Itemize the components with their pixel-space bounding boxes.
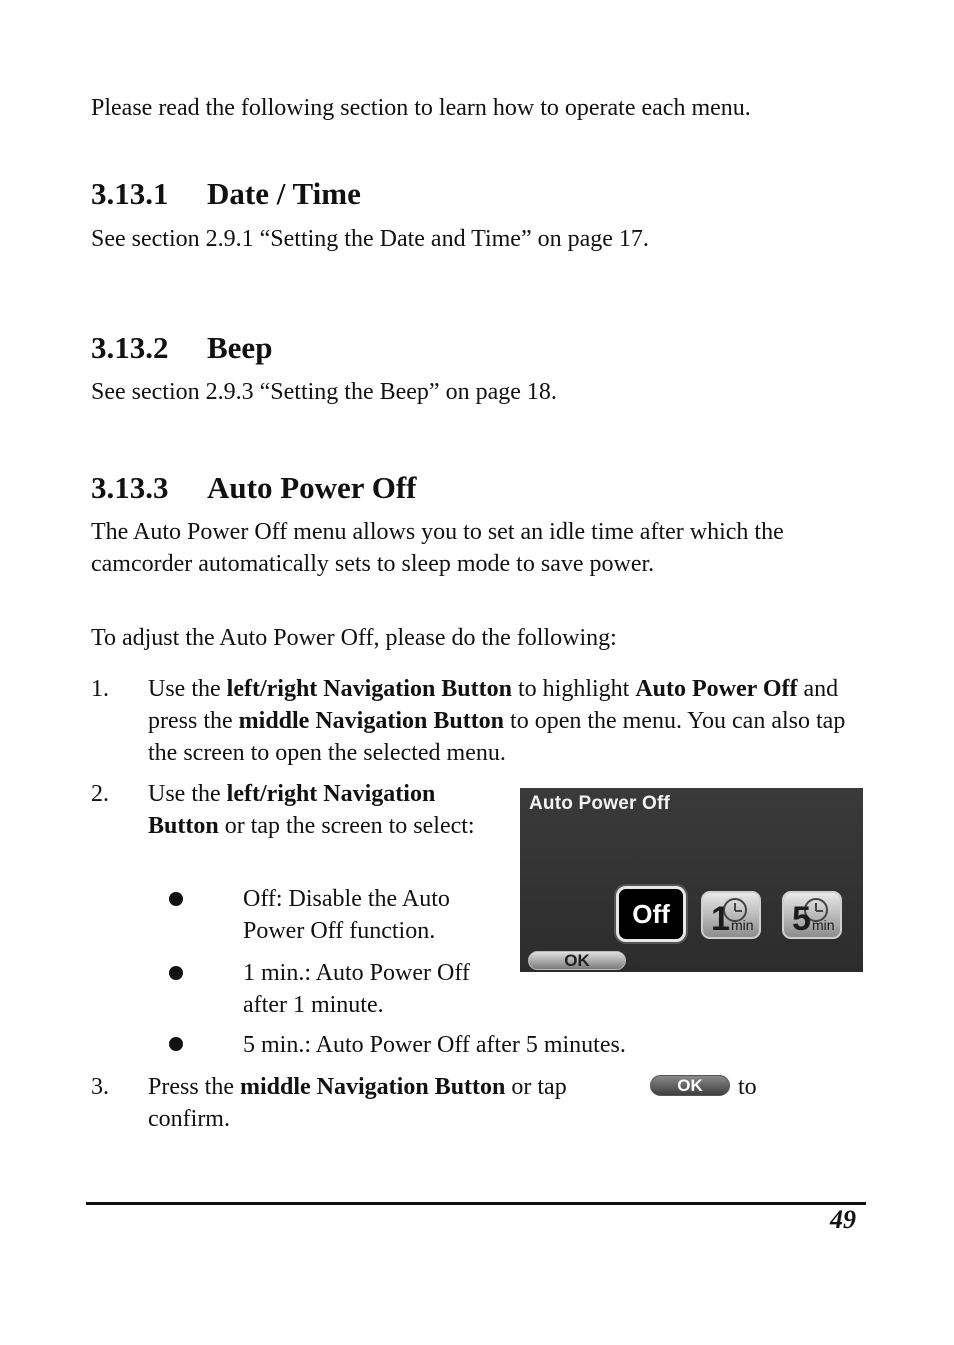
step-number: 1. — [91, 676, 109, 702]
adjust-intro: To adjust the Auto Power Off, please do the following: — [91, 625, 617, 651]
intro-paragraph: Please read the following section to learn how to operate each menu. — [91, 95, 751, 121]
section-title: Beep — [207, 330, 273, 365]
five-minute-option-button[interactable] — [782, 891, 842, 939]
one-minute-option-button[interactable] — [701, 891, 761, 939]
section-title: Auto Power Off — [207, 470, 417, 505]
option-unit: min — [731, 917, 754, 933]
bullet-1-min: 1 min.: Auto Power Off after 1 minute. — [243, 960, 470, 1018]
footer-rule — [86, 1202, 866, 1205]
option-digit: 1 — [711, 900, 730, 938]
step-number: 2. — [91, 781, 109, 807]
step-2-text: Use the left/right Navigation Button or tap the screen to select: — [148, 781, 475, 839]
bullet-off: Off: Disable the Auto Power Off function. — [243, 886, 450, 944]
section-body: See section 2.9.1 “Setting the Date and Time” on page 17. — [91, 226, 649, 252]
section-heading-beep — [91, 330, 272, 366]
step-3-text-start: Press the middle Navigation Button or tap — [148, 1074, 567, 1100]
off-option-button[interactable]: Off — [616, 886, 686, 942]
bullet-icon — [169, 892, 183, 906]
bullet-icon — [169, 1037, 183, 1051]
bullet-5-min: 5 min.: Auto Power Off after 5 minutes. — [243, 1032, 626, 1058]
section-body: See section 2.9.3 “Setting the Beep” on page 18. — [91, 379, 557, 405]
option-unit: min — [812, 917, 835, 933]
step-1-text: Use the left/right Navigation Button to highlight Auto Power Off and press the middle Navigation Button to open the menu. You can also tap the screen to open the selected menu. — [148, 676, 846, 766]
screen-ok-button[interactable]: OK — [528, 951, 626, 970]
step-3-text-end: to — [732, 1074, 757, 1100]
inline-ok-button-icon: OK — [650, 1075, 730, 1096]
section-title: Date / Time — [207, 176, 361, 211]
option-digit: 5 — [792, 900, 811, 938]
section-heading-date-time — [91, 176, 361, 212]
section-number: 3.13.1 — [91, 176, 169, 211]
page-number: 49 — [830, 1205, 856, 1234]
step-3-text-continuation: confirm. — [148, 1106, 230, 1132]
section-number: 3.13.2 — [91, 330, 169, 365]
auto-power-off-screen — [520, 788, 863, 972]
step-number: 3. — [91, 1074, 109, 1100]
section-number: 3.13.3 — [91, 470, 169, 505]
bullet-icon — [169, 966, 183, 980]
section-heading-auto-power-off — [91, 470, 417, 506]
screen-title: Auto Power Off — [529, 793, 671, 814]
section-body: The Auto Power Off menu allows you to set an idle time after which the camcorder automatically sets to sleep mode to save power. — [91, 519, 784, 577]
